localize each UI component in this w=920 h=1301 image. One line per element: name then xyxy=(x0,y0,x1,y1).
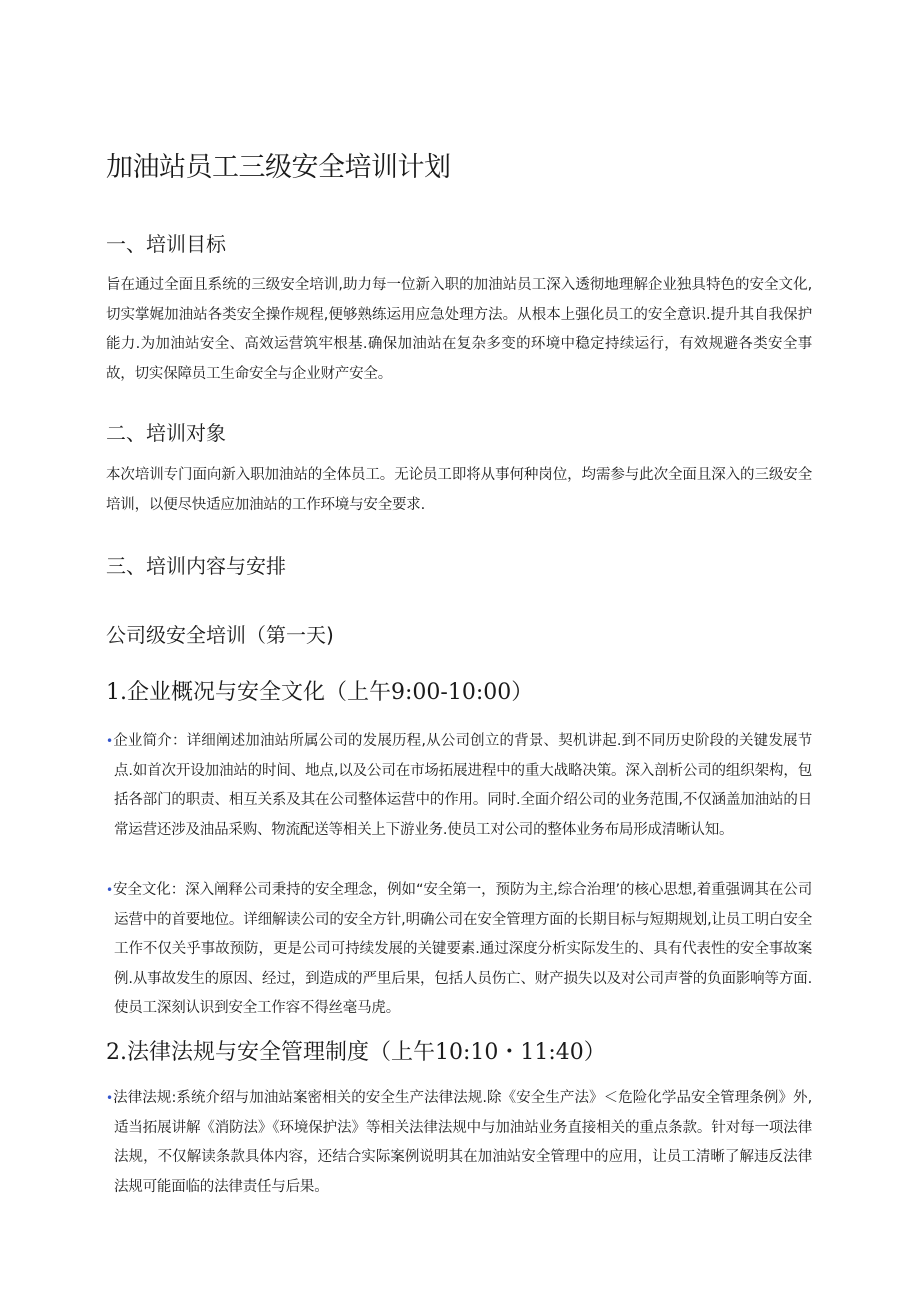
section-text-objectives: 旨在通过全面且系统的三级安全培训,助力每一位新入职的加油站员工深入透彻地理解企业独具特色的安全文化,切实掌娓加油站各类安全操作规程,便够熟练运用应急处理方法。从根本上强化员工的安全意识.提升其自我保护能力.为加油站安全、高效运营筑牢根基.确保加油站在复杂多变的环境中稳定持续运行，有效规避各类安全事故，切实保障员工生命安全与企业财产安全。 xyxy=(106,277,812,382)
section-heading-content: 三、培训内容与安排 xyxy=(106,554,286,578)
bullet-text: 法律法规:系统介绍与加油站案密相关的安全生产法律法规.除《安全生产法》＜危险化学品安全管理条例》外,适当拓展讲解《消防法》《环境保护法》等相关法律法规中与加油站业务直接相关的重点条款。针对每一项法律法规，不仅解读条款具体内容，还结合实际案例说明其在加油站安全管理中的应用，让员工清晰了解违反法律法规可能面临的法律责任与后果。 xyxy=(112,1090,812,1195)
section-text-audience: 本次培训专门面向新入职加油站的全体员工。无论员工即将从事何种岗位，均需参与此次全面且深入的三级安全培训，以便尽快适应加油站的工作环境与安全要求. xyxy=(106,467,812,513)
document-title: 加油站员工三级安全培训计划 xyxy=(106,152,451,183)
bullet-laws xyxy=(106,1084,812,1202)
item1-heading: 1.企业概况与安全文化（上午9:00-10:00） xyxy=(106,680,534,705)
bullet-icon: • xyxy=(106,1091,113,1105)
item2-heading: 2.法律法规与安全管理制度（上午10:10・11:40） xyxy=(106,1040,606,1065)
bullet-icon: • xyxy=(106,734,113,748)
bullet-text: 安全文化：深入阐释公司秉持的安全理念，例如“安全第一，预防为主,综合治理’的核心思想,着重强调其在公司运营中的首要地位。详细解读公司的安全方针,明确公司在安全管理方面的长期目标与短期规划,让员工明白安全工作不仅关乎事故预防，更是公司可持续发展的关键要素.通过深度分析实际发生的、具有代表性的安全事故案例.从事故发生的原因、经过，到造成的严里后果，包括人员伤亡、财产损失以及对公司声誉的负面影响等方面.使员工深刻认识到安全工作容不得丝毫马虎。 xyxy=(112,882,812,1016)
bullet-safety-culture xyxy=(106,876,812,1024)
section-heading-audience: 二、培训对象 xyxy=(106,421,226,445)
bullet-icon: • xyxy=(106,883,113,897)
bullet-company-intro xyxy=(106,727,812,845)
section-heading-objectives: 一、培训目标 xyxy=(106,232,226,256)
bullet-text: 企业简介：详细阐述加油站所属公司的发展历程,从公司创立的背景、契机讲起.到不同历史阶段的关键发展节点.如首次开设加油站的时间、地点,以及公司在市场拓展进程中的重大战略决策。深入剖析公司的组织架构，包括各部门的职责、相互关系及其在公司整体运营中的作用。同时.全面介绍公司的业务范围,不仅涵盖加油站的日常运营还涉及油品采购、物流配送等相关上下游业务.使员工对公司的整体业务布局形成清晰认知。 xyxy=(112,733,812,838)
company-level-heading: 公司级安全培训（第一天) xyxy=(106,623,334,647)
